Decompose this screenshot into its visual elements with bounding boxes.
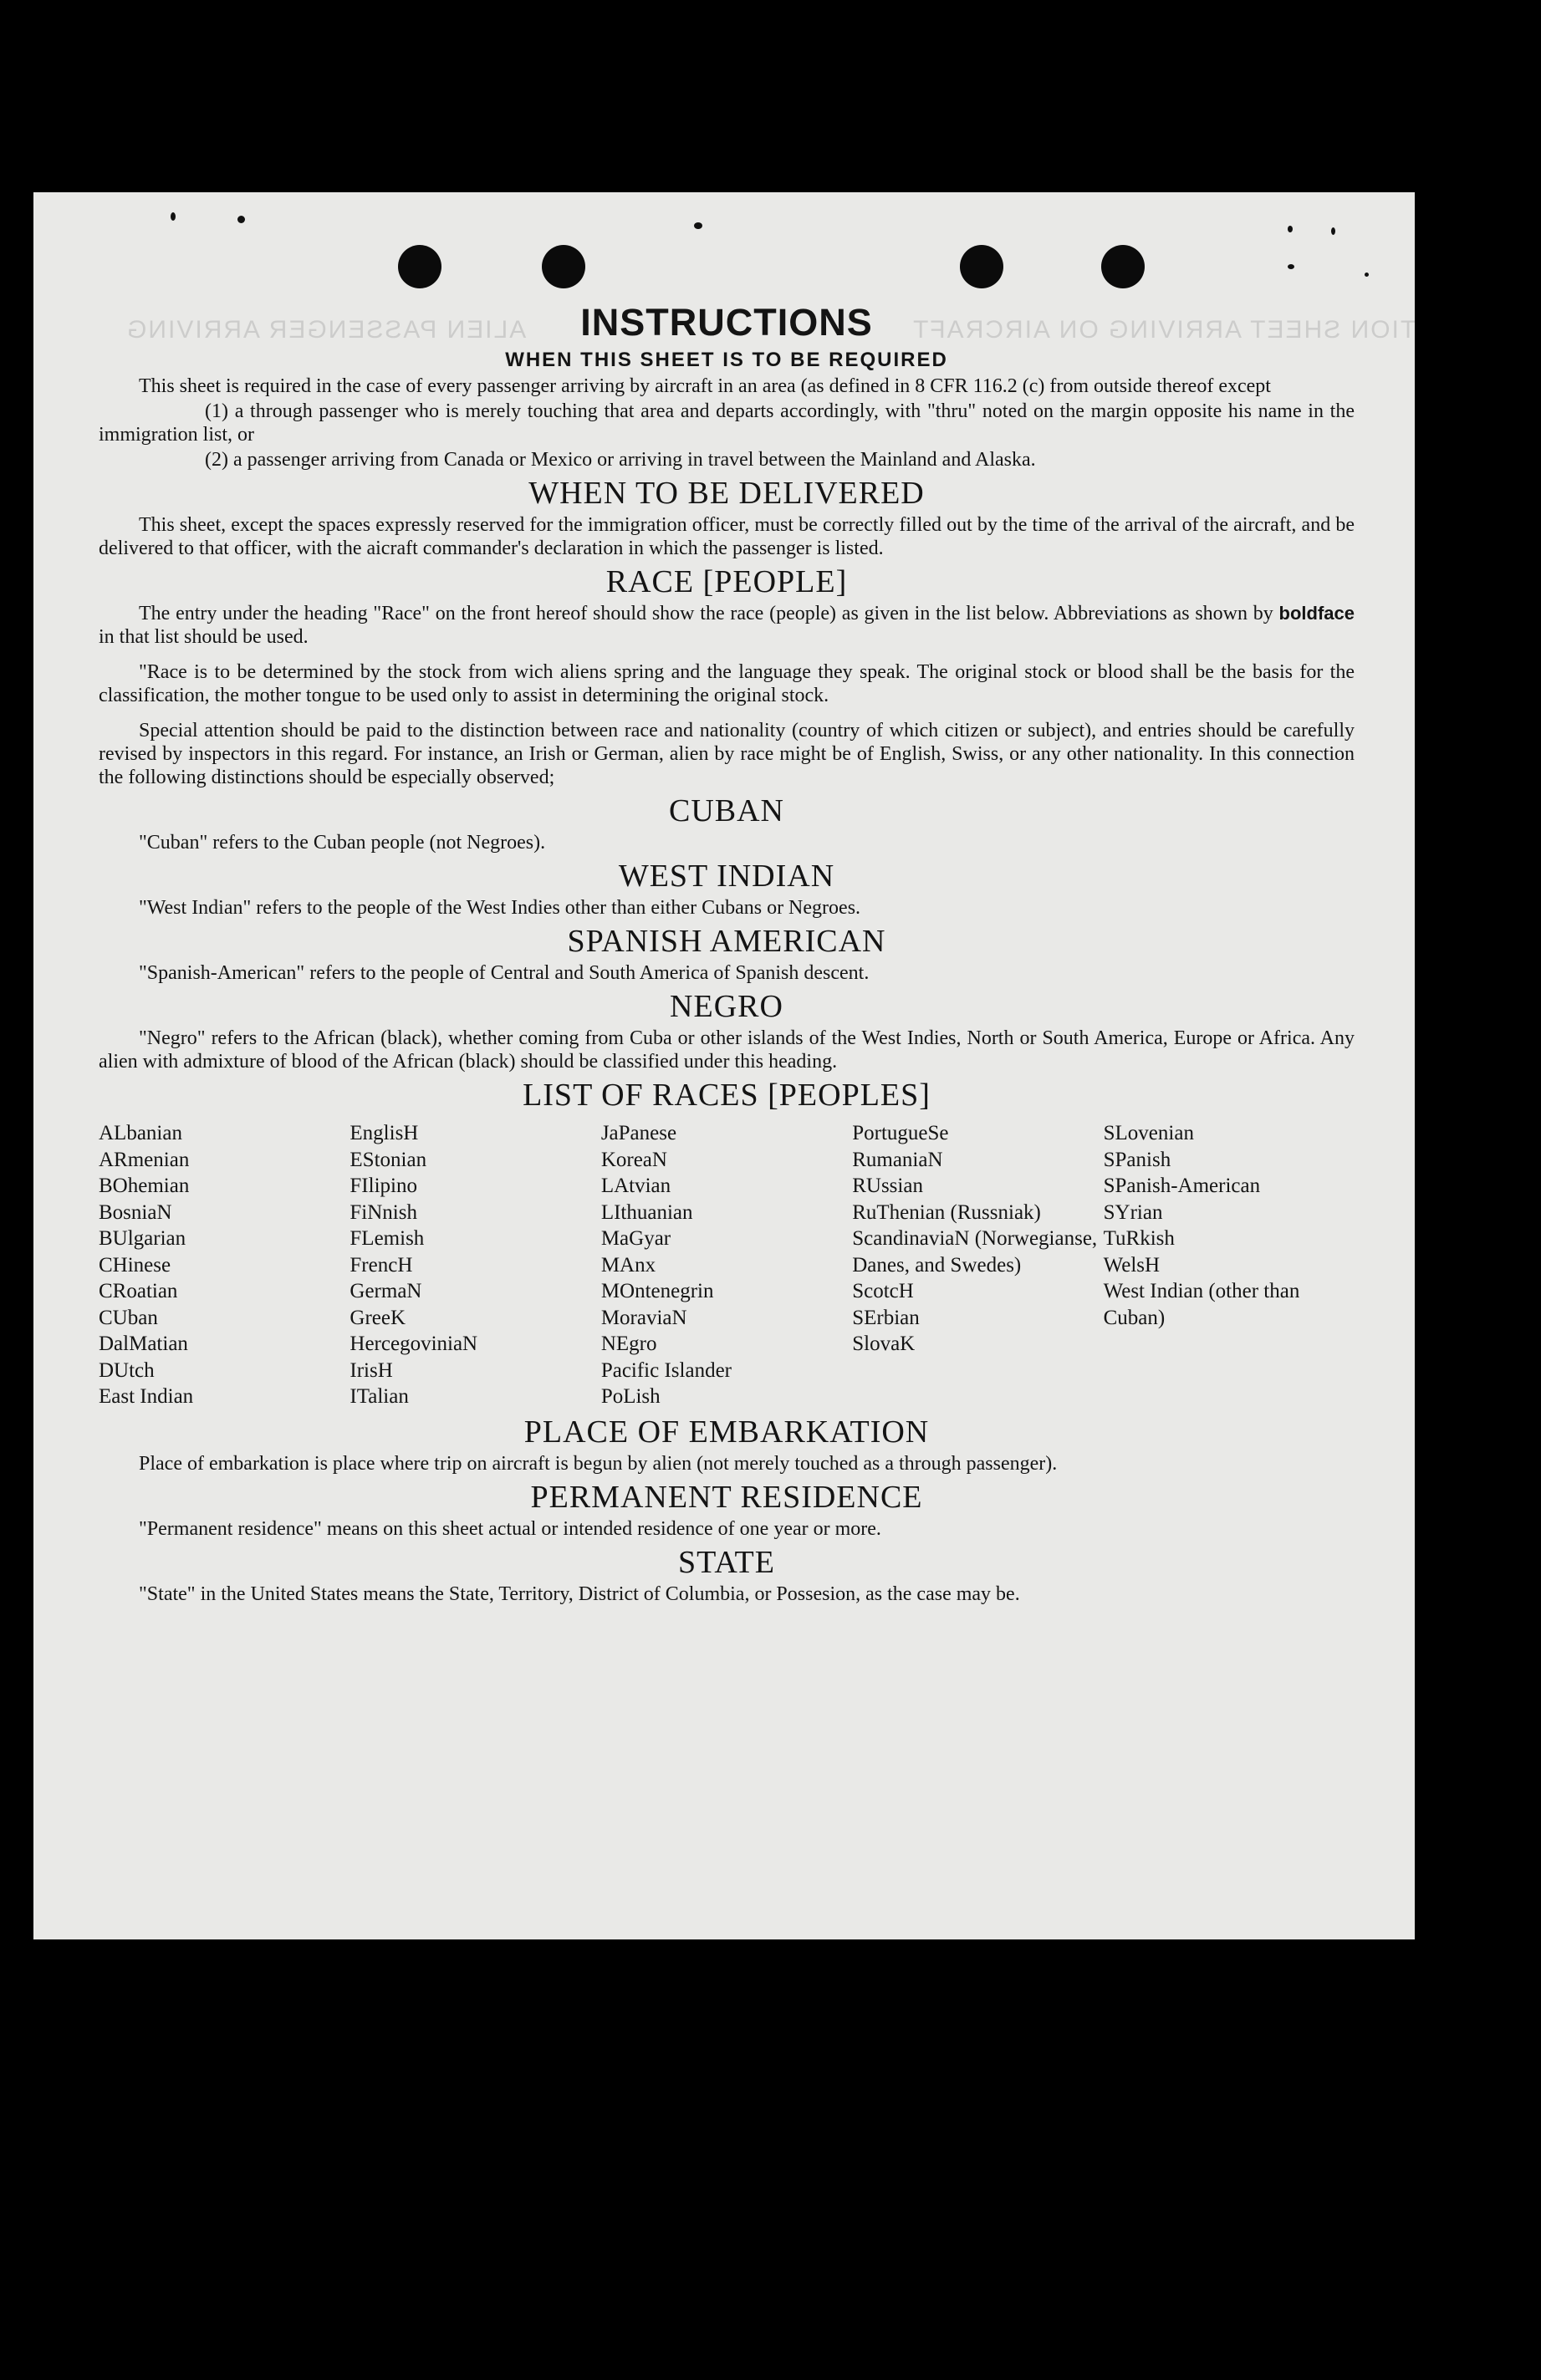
race-entry: West Indian (other than Cuban): [1103, 1280, 1300, 1329]
race-entry: FrencH: [350, 1253, 413, 1277]
race-entry: ScandinaviaN (Norwegianse, Danes, and Swedes): [852, 1227, 1098, 1277]
race-text-2: "Race is to be determined by the stock from wich aliens spring and the language they speak. The original stock or blood shall be the basis for the classification, the mother tongue to be used only to assist in determining the original stock.: [99, 661, 1355, 706]
race-text-1: [99, 602, 1355, 649]
exception-text-2: a passenger arriving from Canada or Mexico or arriving in travel between the Mainland and Alaska.: [232, 449, 1036, 471]
ink-speck: [1288, 264, 1294, 269]
race-entry: East Indian: [99, 1385, 194, 1408]
exception-item-1: [99, 400, 1355, 446]
race-column-5: [1104, 1120, 1355, 1410]
list-of-races-heading: LIST OF RACES [PEOPLES]: [523, 1078, 931, 1113]
race-entry: FLemish: [350, 1227, 425, 1250]
race-entry: SErbian: [852, 1306, 920, 1329]
race-entry: RuThenian (Russniak): [852, 1200, 1041, 1224]
negro-text: "Negro" refers to the African (black), whether coming from Cuba or other islands of the West Indies, North or South America, Europe or Africa. Any alien with admixture of blood of the African (black) should be classified under this heading.: [99, 1027, 1355, 1073]
ink-speck: [1331, 227, 1335, 235]
race-entry: ARmenian: [99, 1148, 190, 1171]
race-entry: ITalian: [350, 1385, 409, 1408]
race-entry: TuRkish: [1103, 1227, 1175, 1250]
race-entry: PortugueSe: [852, 1122, 949, 1144]
race-entry: RUssian: [852, 1175, 923, 1197]
race-entry: NEgro: [600, 1333, 657, 1355]
race-entry: ALbanian: [99, 1122, 182, 1144]
boldface-word: boldface: [1278, 603, 1355, 624]
race-entry: FIlipino: [350, 1175, 417, 1197]
bleed-through-text: ALIEN PASSENGER ARRIVING: [125, 316, 527, 344]
spanish-american-heading: SPANISH AMERICAN: [567, 924, 886, 959]
race-entry: SPanish: [1103, 1148, 1171, 1171]
race-entry: DalMatian: [99, 1333, 188, 1355]
embarkation-heading: PLACE OF EMBARKATION: [523, 1414, 930, 1450]
when-required-heading: WHEN THIS SHEET IS TO BE REQUIRED: [505, 349, 948, 371]
punch-hole: [398, 245, 441, 288]
race-entry: IrisH: [350, 1358, 393, 1382]
race-heading: RACE [PEOPLE]: [605, 564, 848, 599]
race-entry: WelsH: [1103, 1253, 1161, 1277]
negro-heading: NEGRO: [670, 989, 783, 1024]
ink-speck: [1288, 226, 1293, 232]
race-text-1-end: in that list should be used.: [99, 626, 309, 648]
exception-label-1: (1): [205, 400, 228, 422]
race-entry: EnglisH: [350, 1122, 419, 1144]
embarkation-text: Place of embarkation is place where trip on aircraft is begun by alien (not merely touched as a through passenger).: [139, 1452, 1058, 1475]
race-entry: HercegoviniaN: [350, 1333, 478, 1355]
ink-speck: [171, 212, 176, 221]
race-list: [99, 1120, 1355, 1410]
state-text: "State" in the United States means the State, Territory, District of Columbia, or Possesion, as the case may be.: [139, 1582, 1020, 1605]
punch-hole: [960, 245, 1003, 288]
race-text-3: Special attention should be paid to the distinction between race and nationality (country of which citizen or subject), and entries should be carefully revised by inspectors in this regard. For instance, an Irish or German, alien by race might be of English, Swiss, or any other nationality. In this connection the following distinctions should be especially observed;: [99, 720, 1355, 788]
race-column-3: [601, 1120, 852, 1410]
exception-item-2: [99, 448, 1355, 471]
punch-hole: [542, 245, 585, 288]
race-entry: GermaN: [350, 1280, 422, 1302]
race-entry: SPanish-American: [1103, 1175, 1261, 1197]
instructions-content: [99, 299, 1355, 1606]
cuban-heading: CUBAN: [668, 793, 785, 828]
race-entry: BOhemian: [99, 1175, 190, 1197]
cuban-text: "Cuban" refers to the Cuban people (not Negroes).: [139, 832, 546, 854]
race-entry: LAtvian: [600, 1175, 671, 1197]
page-title: INSTRUCTIONS: [580, 301, 873, 344]
race-entry: MoraviaN: [600, 1306, 687, 1329]
race-entry: Pacific Islander: [600, 1358, 732, 1382]
ink-speck: [1365, 273, 1369, 277]
race-column-2: [350, 1120, 600, 1410]
ink-speck: [237, 216, 245, 223]
bleed-through-text: INFORMATION SHEET ARRIVING ON AIRCRAFT: [911, 316, 1541, 344]
west-indian-text: "West Indian" refers to the people of the West Indies other than either Cubans or Negroes.: [139, 897, 861, 919]
race-entry: SLovenian: [1103, 1122, 1194, 1144]
delivered-heading: WHEN TO BE DELIVERED: [528, 476, 925, 511]
race-entry: MAnx: [600, 1253, 656, 1277]
residence-heading: PERMANENT RESIDENCE: [530, 1479, 923, 1515]
race-entry: CHinese: [99, 1253, 171, 1277]
race-entry: RumaniaN: [852, 1148, 943, 1171]
punch-hole: [1101, 245, 1145, 288]
document-sheet: [33, 192, 1541, 1939]
race-entry: MaGyar: [600, 1227, 671, 1250]
race-entry: PoLish: [600, 1385, 661, 1408]
race-entry: MOntenegrin: [600, 1280, 714, 1302]
race-entry: LIthuanian: [600, 1200, 693, 1224]
race-entry: JaPanese: [600, 1122, 677, 1144]
race-column-1: [99, 1120, 350, 1410]
west-indian-heading: WEST INDIAN: [618, 859, 835, 894]
when-required-text: This sheet is required in the case of every passenger arriving by aircraft in an area (as defined in 8 CFR 116.2 (c) from outside thereof except: [139, 375, 1271, 397]
ink-speck: [694, 222, 702, 229]
race-entry: BUlgarian: [99, 1227, 186, 1250]
race-entry: SYrian: [1103, 1200, 1163, 1224]
race-entry: CUban: [99, 1306, 158, 1329]
exception-label-2: (2): [205, 449, 228, 471]
race-text-1-start: The entry under the heading "Race" on the front hereof should show the race (people) as given in the list below. Abbreviations as shown by: [139, 603, 1273, 624]
race-entry: SlovaK: [852, 1333, 916, 1355]
race-entry: DUtch: [99, 1358, 155, 1382]
race-entry: CRoatian: [99, 1280, 178, 1302]
delivered-text: This sheet, except the spaces expressly reserved for the immigration officer, must be correctly filled out by the time of the arrival of the aircraft, and be delivered to that officer, with the aicraft commander's declaration in which the passenger is listed.: [99, 514, 1355, 559]
state-heading: STATE: [678, 1544, 775, 1580]
race-entry: ScotcH: [852, 1280, 914, 1302]
race-entry: FiNnish: [350, 1200, 417, 1224]
race-entry: EStonian: [350, 1148, 427, 1171]
spanish-american-text: "Spanish-American" refers to the people of Central and South America of Spanish descent.: [139, 962, 870, 984]
exception-text-1: a through passenger who is merely touching that area and departs accordingly, with "thru" noted on the margin opposite his name in the immigration list, or: [99, 400, 1355, 446]
race-entry: KoreaN: [600, 1148, 667, 1171]
race-column-4: [852, 1120, 1103, 1410]
race-entry: BosniaN: [99, 1200, 172, 1224]
race-entry: GreeK: [350, 1306, 406, 1329]
residence-text: "Permanent residence" means on this sheet actual or intended residence of one year or more.: [139, 1517, 881, 1540]
